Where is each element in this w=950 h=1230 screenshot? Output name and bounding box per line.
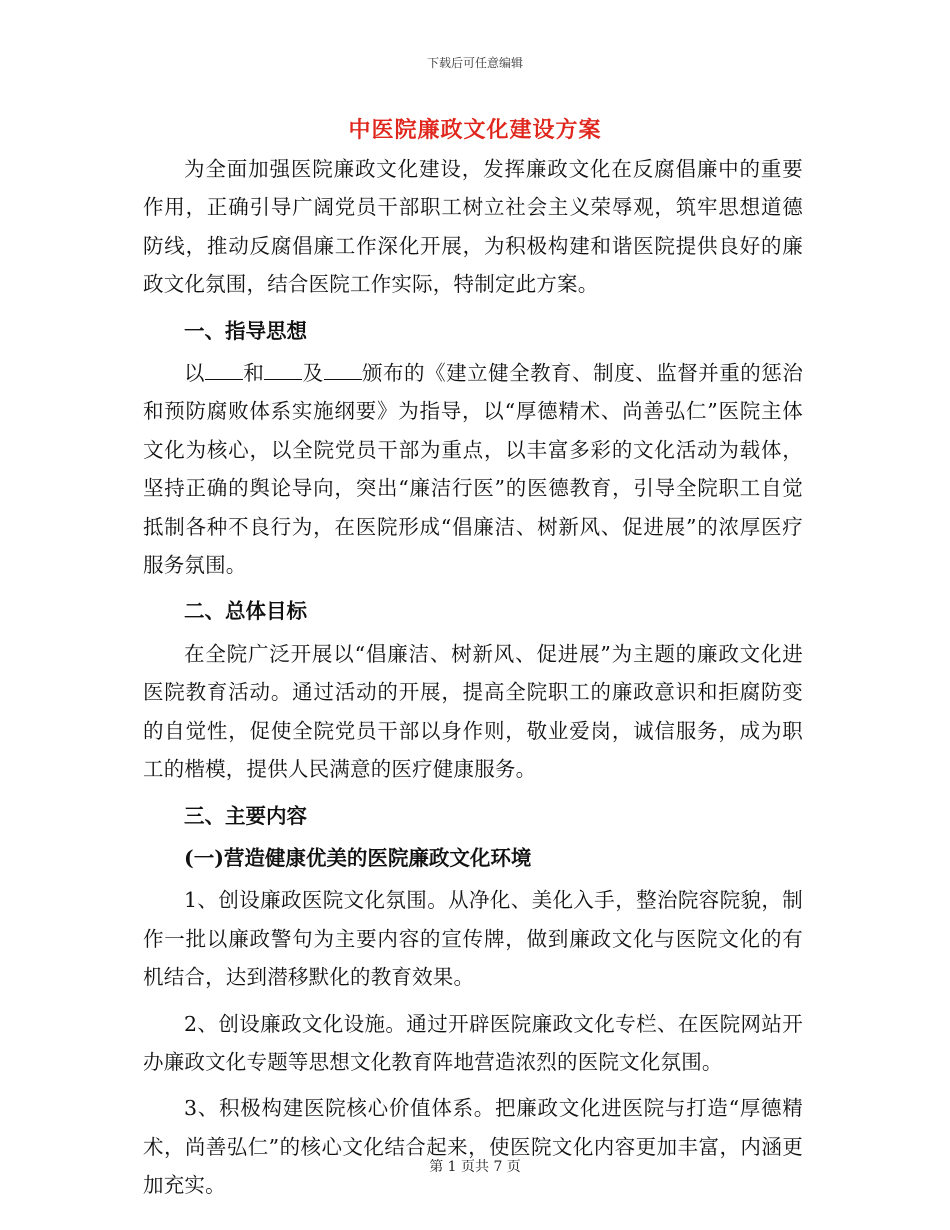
page-footer: 第 1 页共 7 页 [429,1159,521,1175]
text-fragment: 以 [184,361,206,386]
section-heading-overall-goal: 二、总体目标 [184,599,307,624]
section-guiding-ideology-body [143,354,803,584]
document-body [143,150,803,1205]
list-item: 1、创设廉政医院文化氛围。从净化、美化入手，整治院容院貌，制作一批以廉政警句为主要内容的宣传牌，做到廉政文化与医院文化的有机结合，达到潜移默化的教育效果。 [143,888,803,990]
blank-line [205,361,243,380]
blank-line [264,361,302,380]
list-item: 3、积极构建医院核心价值体系。把廉政文化进医院与打造“厚德精术，尚善弘仁”的核心文化结合起来，使医院文化内容更加丰富，内涵更加充实。 [143,1096,803,1198]
list-item: 2、创设廉政文化设施。通过开辟医院廉政文化专栏、在医院网站开办廉政文化专题等思想文化教育阵地营造浓烈的医院文化氛围。 [143,1011,803,1074]
section-overall-goal-body: 在全院广泛开展以“倡廉洁、树新风、促进展”为主题的廉政文化进医院教育活动。通过活动的开展，提高全院职工的廉政意识和拒腐防变的自觉性，促使全院党员干部以身作则，敬业爱岗，诚信服务，成为职工的楷模，提供人民满意的医疗健康服务。 [143,641,803,782]
text-fragment: 和 [243,361,265,386]
intro-paragraph: 为全面加强医院廉政文化建设，发挥廉政文化在反腐倡廉中的重要作用，正确引导广阔党员干部职工树立社会主义荣辱观，筑牢思想道德防线，推动反腐倡廉工作深化开展，为积极构建和谐医院提供良好的廉政文化氛围，结合医院工作实际，特制定此方案。 [143,157,803,297]
section-heading-guiding-ideology: 一、指导思想 [184,318,307,343]
text-fragment: 颁布的《建立健全教育、制度、监督并重的惩治和预防腐败体系实施纲要》为指导，以“厚德精术、尚善弘仁”医院主体文化为核心，以全院党员干部为重点，以丰富多彩的文化活动为载体，坚持正确的舆论导向，突出“廉洁行医”的医德教育，引导全院职工自觉抵制各种不良行为，在医院形成“倡廉洁、树新风、促进展”的浓厚医疗服务氛围。 [143,361,804,578]
blank-line [324,361,362,380]
header-note: 下载后可任意编辑 [426,56,523,70]
section-heading-main-content: 三、主要内容 [184,803,307,828]
subsection-heading: (一)营造健康优美的医院廉政文化环境 [184,845,532,870]
document-title: 中医院廉政文化建设方案 [348,117,602,143]
text-fragment: 及 [302,361,324,386]
